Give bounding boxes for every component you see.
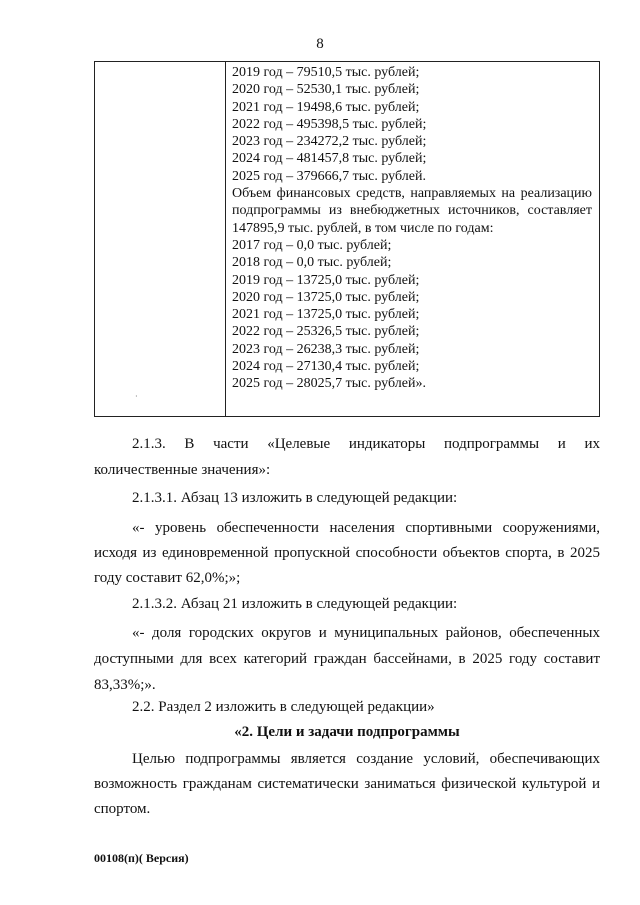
paragraph-2-1-3-cont: количественные значения»: xyxy=(94,462,271,478)
funding-line: 2020 год – 13725,0 тыс. рублей; xyxy=(232,289,420,305)
funding-line: 2024 год – 27130,4 тыс. рублей; xyxy=(232,359,420,375)
paragraph-2-1-3-1: 2.1.3.1. Абзац 13 изложить в следующей редакции: xyxy=(132,490,458,506)
financing-table xyxy=(94,61,600,417)
paragraph-quote-sports-facilities: «- уровень обеспеченности населения спортивными сооружениями, исходя из единовременной пропускной способности объектов спорта, в 2025 году составит 62,0%;»; xyxy=(94,520,600,586)
funding-line: 2019 год – 79510,5 тыс. рублей; xyxy=(232,65,420,80)
section-heading: «2. Цели и задачи подпрограммы xyxy=(234,724,460,740)
scan-artifact-dot: · xyxy=(135,392,138,401)
paragraph-2-2: 2.2. Раздел 2 изложить в следующей редакции» xyxy=(132,699,435,715)
paragraph-goal: Целью подпрограммы является создание условий, обеспечивающих возможность гражданам систематически заниматься физической культурой и спортом. xyxy=(94,751,600,817)
paragraph-quote-pools: «- доля городских округов и муниципальных районов, обеспеченных доступными для всех категорий граждан бассейнами, в 2025 году составит 83,33%;». xyxy=(94,625,600,693)
funding-line: 2022 год – 495398,5 тыс. рублей; xyxy=(232,116,427,132)
funding-line: 2021 год – 13725,0 тыс. рублей; xyxy=(232,307,420,323)
funding-line: 2025 год – 379666,7 тыс. рублей. xyxy=(232,168,426,184)
funding-line: 2021 год – 19498,6 тыс. рублей; xyxy=(232,99,420,115)
funding-line: 2019 год – 13725,0 тыс. рублей; xyxy=(232,272,420,288)
funding-line: 2017 год – 0,0 тыс. рублей; xyxy=(232,237,392,253)
table-column-divider xyxy=(225,62,226,416)
funding-line: 2023 год – 234272,2 тыс. рублей; xyxy=(232,134,427,150)
funding-line: 2025 год – 28025,7 тыс. рублей». xyxy=(232,376,426,392)
funding-line: 2018 год – 0,0 тыс. рублей; xyxy=(232,255,392,271)
funding-line: 2024 год – 481457,8 тыс. рублей; xyxy=(232,151,427,167)
table-cell-financing xyxy=(232,64,592,393)
funding-line: 2020 год – 52530,1 тыс. рублей; xyxy=(232,82,420,98)
funding-line: 2023 год – 26238,3 тыс. рублей; xyxy=(232,341,420,357)
extrabudgetary-paragraph: Объем финансовых средств, направляемых на реализацию подпрограммы из внебюджетных источников, составляет 147895,9 тыс. рублей, в том числе по годам: xyxy=(232,186,592,236)
funding-line: 2022 год – 25326,5 тыс. рублей; xyxy=(232,324,420,340)
page-number: 8 xyxy=(316,36,324,52)
paragraph-2-1-3-2: 2.1.3.2. Абзац 21 изложить в следующей редакции: xyxy=(132,596,458,612)
document-footer-code: 00108(п)( Версия) xyxy=(94,851,189,865)
paragraph-2-1-3: 2.1.3. В части «Целевые индикаторы подпрограммы и их xyxy=(132,436,600,452)
